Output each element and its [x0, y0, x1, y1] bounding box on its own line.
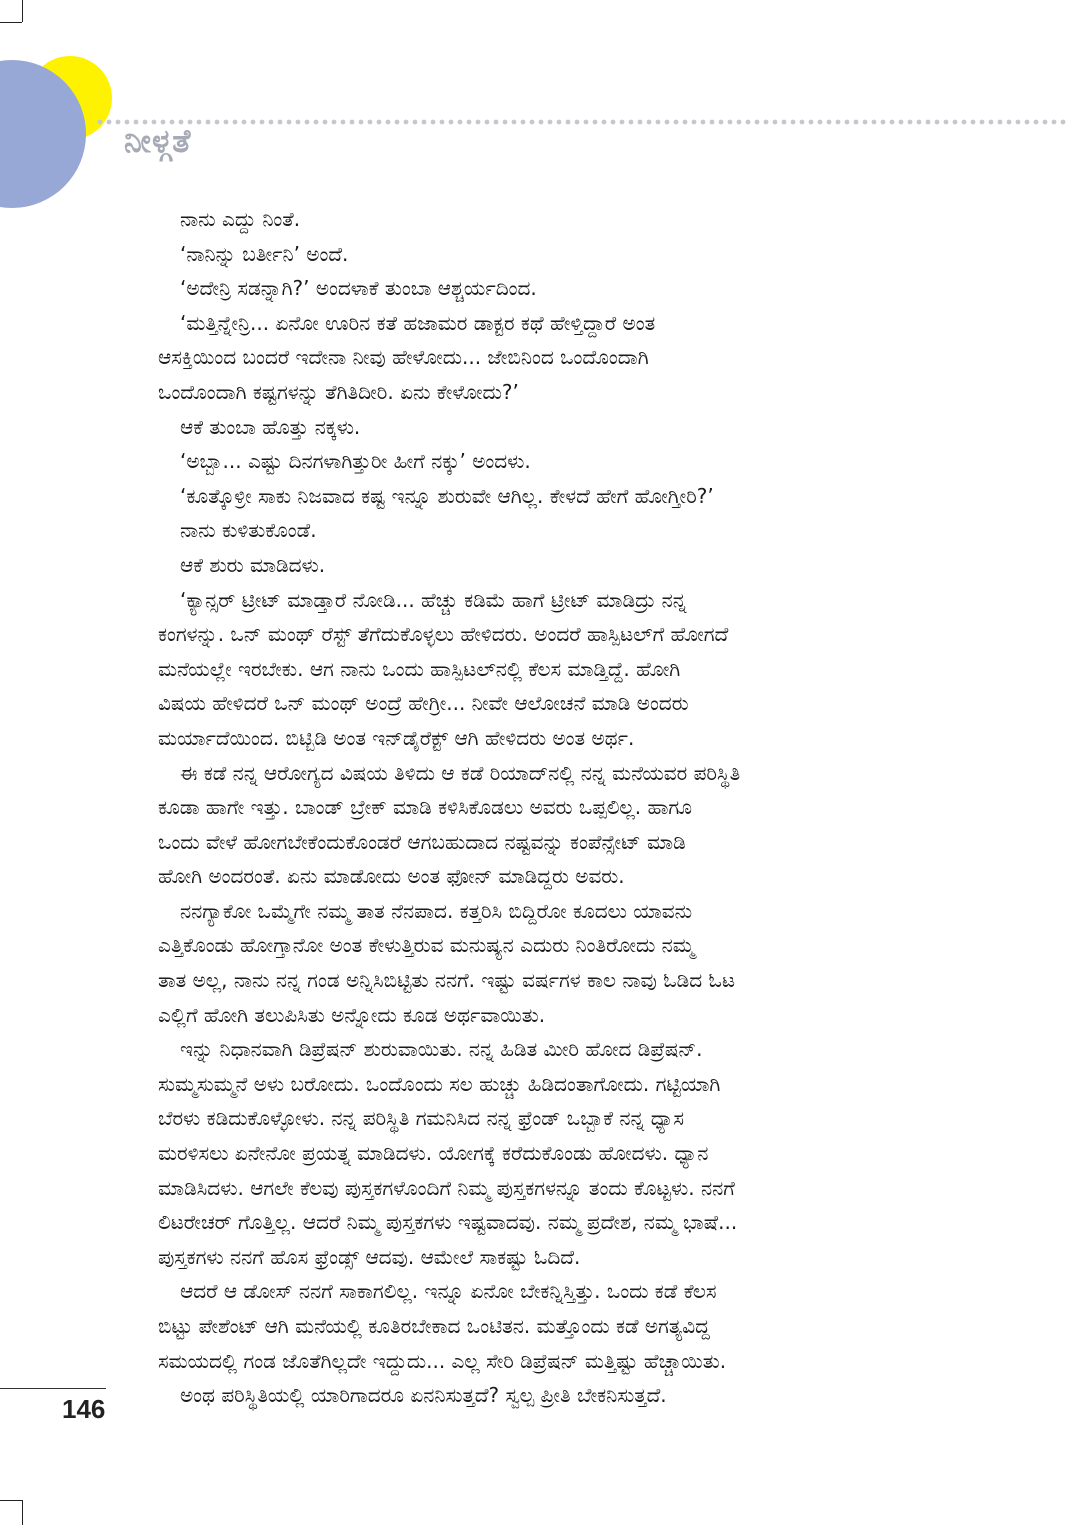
rule-dot: [881, 120, 886, 125]
story-text: [158, 202, 910, 1413]
rule-dot: [575, 120, 580, 125]
rule-dot: [224, 120, 229, 125]
rule-dot: [431, 120, 436, 125]
rule-dot: [548, 120, 553, 125]
rule-dot: [710, 120, 715, 125]
rule-dot: [458, 120, 463, 125]
text-line: ಕಂಗಳನ್ನು. ಒನ್ ಮಂಥ್ ರೆಸ್ಟ್ ತೆಗೆದುಕೊಳ್ಳಲು ಹೇಳಿದರು. ಅಂದರೆ ಹಾಸ್ಪಿಟಲ್‌ಗೆ ಹೋಗದೆ: [158, 622, 729, 647]
rule-dot: [494, 120, 499, 125]
rule-dot: [620, 120, 625, 125]
rule-dot: [323, 120, 328, 125]
rule-dot: [611, 120, 616, 125]
rule-dot: [665, 120, 670, 125]
rule-dot: [233, 120, 238, 125]
rule-dot: [476, 120, 481, 125]
rule-dot: [926, 120, 931, 125]
rule-dot: [341, 120, 346, 125]
rule-dot: [989, 120, 994, 125]
rule-dot: [467, 120, 472, 125]
rule-dot: [485, 120, 490, 125]
rule-dot: [566, 120, 571, 125]
rule-dot: [728, 120, 733, 125]
rule-dot: [422, 120, 427, 125]
rule-dot: [242, 120, 247, 125]
rule-dot: [845, 120, 850, 125]
text-line: ಎಲ್ಲಿಗೆ ಹೋಗಿ ತಲುಪಿಸಿತು ಅನ್ನೋದು ಕೂಡ ಅರ್ಥವಾಯಿತು.: [158, 1002, 546, 1027]
rule-dot: [656, 120, 661, 125]
rule-dot: [557, 120, 562, 125]
rule-dot: [332, 120, 337, 125]
rule-dot: [764, 120, 769, 125]
rule-dot: [890, 120, 895, 125]
rule-dot: [278, 120, 283, 125]
rule-dot: [980, 120, 985, 125]
text-line: ಇನ್ನು ನಿಧಾನವಾಗಿ ಡಿಪ್ರೆಷನ್ ಶುರುವಾಯಿತು. ನನ್ನ ಹಿಡಿತ ಮೀರಿ ಹೋದ ಡಿಪ್ರೆಷನ್.: [180, 1037, 703, 1062]
text-line: ಮರಳಿಸಲು ಏನೇನೋ ಪ್ರಯತ್ನ ಮಾಡಿದಳು. ಯೋಗಕ್ಕೆ ಕರೆದುಕೊಂಡು ಹೋದಳು. ಧ್ಯಾನ: [158, 1141, 709, 1166]
rule-dot: [197, 120, 202, 125]
rule-dot: [872, 120, 877, 125]
text-line: ಒಂದು ವೇಳೆ ಹೋಗಬೇಕೆಂದುಕೊಂಡರೆ ಆಗಬಹುದಾದ ನಷ್ಟವನ್ನು ಕಂಪೆನ್ಸೇಟ್ ಮಾಡಿ: [158, 829, 686, 854]
rule-dot: [296, 120, 301, 125]
rule-dot: [944, 120, 949, 125]
rule-dot: [737, 120, 742, 125]
text-line: ಈ ಕಡೆ ನನ್ನ ಆರೋಗ್ಯದ ವಿಷಯ ತಿಳಿದು ಆ ಕಡೆ ರಿಯಾದ್‌ನಲ್ಲಿ ನನ್ನ ಮನೆಯವರ ಪರಿಸ್ಥಿತಿ: [180, 760, 741, 785]
text-line: ಕೂಡಾ ಹಾಗೇ ಇತ್ತು. ಬಾಂಡ್ ಬ್ರೇಕ್ ಮಾಡಿ ಕಳಿಸಿಕೊಡಲು ಅವರು ಒಪ್ಪಲಿಲ್ಲ. ಹಾಗೂ: [158, 795, 692, 820]
rule-dot: [854, 120, 859, 125]
text-line: ‘ಅದೇನ್ರಿ ಸಡನ್ನಾಗಿ?’ ಅಂದಳಾಕೆ ತುಂಬಾ ಆಶ್ಚರ್ಯದಿಂದ.: [180, 276, 537, 301]
rule-dot: [917, 120, 922, 125]
text-line: ಹೋಗಿ ಅಂದರಂತೆ. ಏನು ಮಾಡೋದು ಅಂತ ಫೋನ್ ಮಾಡಿದ್ದರು ಅವರು.: [158, 864, 625, 889]
text-line: ಮಾಡಿಸಿದಳು. ಆಗಲೇ ಕೆಲವು ಪುಸ್ತಕಗಳೊಂದಿಗೆ ನಿಮ್ಮ ಪುಸ್ತಕಗಳನ್ನೂ ತಂದು ಕೊಟ್ಟಳು. ನನಗೆ: [158, 1175, 735, 1200]
rule-dot: [719, 120, 724, 125]
rule-dot: [98, 120, 103, 125]
rule-dot: [602, 120, 607, 125]
rule-dot: [206, 120, 211, 125]
rule-dot: [647, 120, 652, 125]
header-decoration: [0, 0, 1072, 210]
rule-dot: [1061, 120, 1066, 125]
rule-dot: [395, 120, 400, 125]
rule-dot: [413, 120, 418, 125]
text-line: ಲಿಟರೇಚರ್ ಗೊತ್ತಿಲ್ಲ. ಆದರೆ ನಿಮ್ಮ ಪುಸ್ತಕಗಳು ಇಷ್ಟವಾದವು. ನಮ್ಮ ಪ್ರದೇಶ, ನಮ್ಮ ಭಾಷೆ...: [158, 1210, 738, 1235]
rule-dot: [1052, 120, 1057, 125]
text-line: ನಾನು ಕುಳಿತುಕೊಂಡೆ.: [180, 518, 317, 543]
rule-dot: [746, 120, 751, 125]
rule-dot: [251, 120, 256, 125]
rule-dot: [440, 120, 445, 125]
text-line: ಆದರೆ ಆ ಡೋಸ್ ನನಗೆ ಸಾಕಾಗಲಿಲ್ಲ. ಇನ್ನೂ ಏನೋ ಬೇಕನ್ನಿಸ್ತಿತ್ತು. ಒಂದು ಕಡೆ ಕೆಲಸ: [180, 1279, 717, 1304]
rule-dot: [593, 120, 598, 125]
text-line: ‘ನಾನಿನ್ನು ಬರ್ತೀನಿ’ ಅಂದೆ.: [180, 241, 349, 266]
rule-dot: [899, 120, 904, 125]
text-line: ನಾನು ಎದ್ದು ನಿಂತೆ.: [180, 207, 301, 231]
rule-dot: [368, 120, 373, 125]
text-line: ಒಂದೊಂದಾಗಿ ಕಷ್ಟಗಳನ್ನು ತೆಗಿತಿದೀರಿ. ಏನು ಕೇಳೋದು?’: [158, 379, 519, 404]
text-line: ಸುಮ್ಮಸುಮ್ಮನೆ ಅಳು ಬರೋದು. ಒಂದೊಂದು ಸಲ ಹುಚ್ಚು ಹಿಡಿದಂತಾಗೋದು. ಗಟ್ಟಿಯಾಗಿ: [158, 1071, 721, 1096]
rule-dot: [1007, 120, 1012, 125]
text-line: ಆಕೆ ತುಂಬಾ ಹೊತ್ತು ನಕ್ಕಳು.: [180, 414, 361, 439]
text-line: ವಿಷಯ ಹೇಳಿದರೆ ಒನ್ ಮಂಥ್ ಅಂದ್ರೆ ಹೇಗ್ರೀ... ನೀವೇ ಆಲೋಚನೆ ಮಾಡಿ ಅಂದರು: [158, 691, 689, 716]
rule-dot: [809, 120, 814, 125]
rule-dot: [260, 120, 265, 125]
rule-dot: [782, 120, 787, 125]
rule-dot: [962, 120, 967, 125]
rule-dot: [359, 120, 364, 125]
text-line: ಬೆರಳು ಕಡಿದುಕೊಳ್ಳೋಳು. ನನ್ನ ಪರಿಸ್ಥಿತಿ ಗಮನಿಸಿದ ನನ್ನ ಫ್ರೆಂಡ್ ಒಬ್ಬಾಕೆ ನನ್ನ ಧ್ಯಾಸ: [158, 1106, 685, 1131]
rule-dot: [539, 120, 544, 125]
rule-dot: [998, 120, 1003, 125]
text-line: ‘ಅಬ್ಬಾ... ಎಷ್ಟು ದಿನಗಳಾಗಿತ್ತುರೀ ಹೀಗೆ ನಕ್ಕು’ ಅಂದಳು.: [180, 449, 531, 474]
rule-dot: [638, 120, 643, 125]
text-line: ಪುಸ್ತಕಗಳು ನನಗೆ ಹೊಸ ಫ್ರೆಂಡ್ಸ್ ಆದವು. ಆಮೇಲೆ ಸಾಕಷ್ಟು ಓದಿದೆ.: [158, 1244, 581, 1269]
text-line: ಅಂಥ ಪರಿಸ್ಥಿತಿಯಲ್ಲಿ ಯಾರಿಗಾದರೂ ಏನನಿಸುತ್ತದೆ? ಸ್ವಲ್ಪ ಪ್ರೀತಿ ಬೇಕನಿಸುತ್ತದೆ.: [180, 1383, 667, 1408]
rule-dot: [530, 120, 535, 125]
text-line: ‘ಮತ್ತಿನ್ನೇನ್ರಿ... ಏನೋ ಊರಿನ ಕತೆ ಹಜಾಮರ ಡಾಕ್ಟರ ಕಥೆ ಹೇಳ್ತಿದ್ದಾರೆ ಅಂತ: [180, 310, 656, 335]
text-line: ಮನೆಯಲ್ಲೇ ಇರಬೇಕು. ಆಗ ನಾನು ಒಂದು ಹಾಸ್ಪಿಟಲ್‌ನಲ್ಲಿ ಕೆಲಸ ಮಾಡ್ತಿದ್ದೆ. ಹೋಗಿ: [158, 656, 681, 681]
rule-dot: [521, 120, 526, 125]
rule-dot: [584, 120, 589, 125]
rule-dot: [800, 120, 805, 125]
rule-dot: [692, 120, 697, 125]
rule-dot: [449, 120, 454, 125]
rule-dot: [305, 120, 310, 125]
rule-dot: [116, 120, 121, 125]
rule-dot: [701, 120, 706, 125]
rule-dot: [818, 120, 823, 125]
dotted-rule: [98, 120, 1066, 125]
rule-dot: [503, 120, 508, 125]
rule-dot: [827, 120, 832, 125]
text-line: ಆಸಕ್ತಿಯಿಂದ ಬಂದರೆ ಇದೇನಾ ನೀವು ಹೇಳೋದು... ಜೇಬಿನಿಂದ ಒಂದೊಂದಾಗಿ: [158, 345, 649, 370]
rule-dot: [971, 120, 976, 125]
rule-dot: [935, 120, 940, 125]
rule-dot: [377, 120, 382, 125]
rule-dot: [107, 120, 112, 125]
rule-dot: [404, 120, 409, 125]
rule-dot: [683, 120, 688, 125]
rule-dot: [512, 120, 517, 125]
rule-dot: [314, 120, 319, 125]
rule-dot: [791, 120, 796, 125]
rule-dot: [953, 120, 958, 125]
rule-dot: [386, 120, 391, 125]
text-line: ಮರ್ಯಾದೆಯಿಂದ. ಬಿಟ್ಬಿಡಿ ಅಂತ ಇನ್‌ಡೈರೆಕ್ಟ್ ಆಗಿ ಹೇಳಿದರು ಅಂತ ಅರ್ಥ.: [158, 725, 635, 750]
text-line: ನನಗ್ಯಾಕೋ ಒಮ್ಮೆಗೇ ನಮ್ಮ ತಾತ ನೆನಪಾದ. ಕತ್ತರಿಸಿ ಬಿದ್ದಿರೋ ಕೂದಲು ಯಾವನು: [180, 898, 693, 923]
rule-dot: [629, 120, 634, 125]
rule-dot: [1034, 120, 1039, 125]
page-number-rule: [0, 1388, 106, 1389]
crop-mark-bottom-left: [22, 1500, 23, 1525]
rule-dot: [674, 120, 679, 125]
rule-dot: [773, 120, 778, 125]
crop-mark-bottom-left-h: [0, 1500, 22, 1501]
text-line: ‘ಕ್ಯಾನ್ಸರ್ ಟ್ರೀಟ್ ಮಾಡ್ತಾರೆ ನೋಡಿ... ಹೆಚ್ಚು ಕಡಿಮೆ ಹಾಗೆ ಟ್ರೀಟ್ ಮಾಡಿದ್ರು ನನ್ನ: [180, 587, 687, 612]
rule-dot: [269, 120, 274, 125]
rule-dot: [1043, 120, 1048, 125]
rule-dot: [755, 120, 760, 125]
section-title: ನೀಳ್ಗತೆ: [124, 122, 192, 160]
text-line: ತಾತ ಅಲ್ಲ, ನಾನು ನನ್ನ ಗಂಡ ಅನ್ನಿಸಿಬಿಟ್ಟಿತು ನನಗೆ. ಇಷ್ಟು ವರ್ಷಗಳ ಕಾಲ ನಾವು ಓಡಿದ ಓಟ: [158, 968, 736, 993]
text-line: ‘ಕೂತ್ಕೊಳ್ರೀ ಸಾಕು ನಿಜವಾದ ಕಷ್ಟ ಇನ್ನೂ ಶುರುವೇ ಆಗಿಲ್ಲ. ಕೇಳದೆ ಹೇಗೆ ಹೋಗ್ತೀರಿ?’: [180, 483, 714, 508]
rule-dot: [350, 120, 355, 125]
rule-dot: [863, 120, 868, 125]
text-line: ಬಿಟ್ಟು ಪೇಶೆಂಟ್ ಆಗಿ ಮನೆಯಲ್ಲಿ ಕೂತಿರಬೇಕಾದ ಒಂಟಿತನ. ಮತ್ತೊಂದು ಕಡೆ ಅಗತ್ಯವಿದ್ದ: [158, 1314, 710, 1338]
rule-dot: [1025, 120, 1030, 125]
rule-dot: [287, 120, 292, 125]
rule-dot: [908, 120, 913, 125]
rule-dot: [215, 120, 220, 125]
text-line: ಸಮಯದಲ್ಲಿ ಗಂಡ ಜೊತೆಗಿಲ್ಲದೇ ಇದ್ದುದು... ಎಲ್ಲ ಸೇರಿ ಡಿಪ್ರೆಷನ್ ಮತ್ತಿಷ್ಟು ಹೆಚ್ಚಾಯಿತು.: [158, 1348, 727, 1373]
text-line: ಎತ್ತಿಕೊಂಡು ಹೋಗ್ತಾನೋ ಅಂತ ಕೇಳುತ್ತಿರುವ ಮನುಷ್ಯನ ಎದುರು ನಿಂತಿರೋದು ನಮ್ಮ: [158, 933, 695, 958]
rule-dot: [836, 120, 841, 125]
text-line: ಆಕೆ ಶುರು ಮಾಡಿದಳು.: [180, 552, 326, 577]
page-number: 146: [62, 1394, 106, 1424]
rule-dot: [1016, 120, 1021, 125]
